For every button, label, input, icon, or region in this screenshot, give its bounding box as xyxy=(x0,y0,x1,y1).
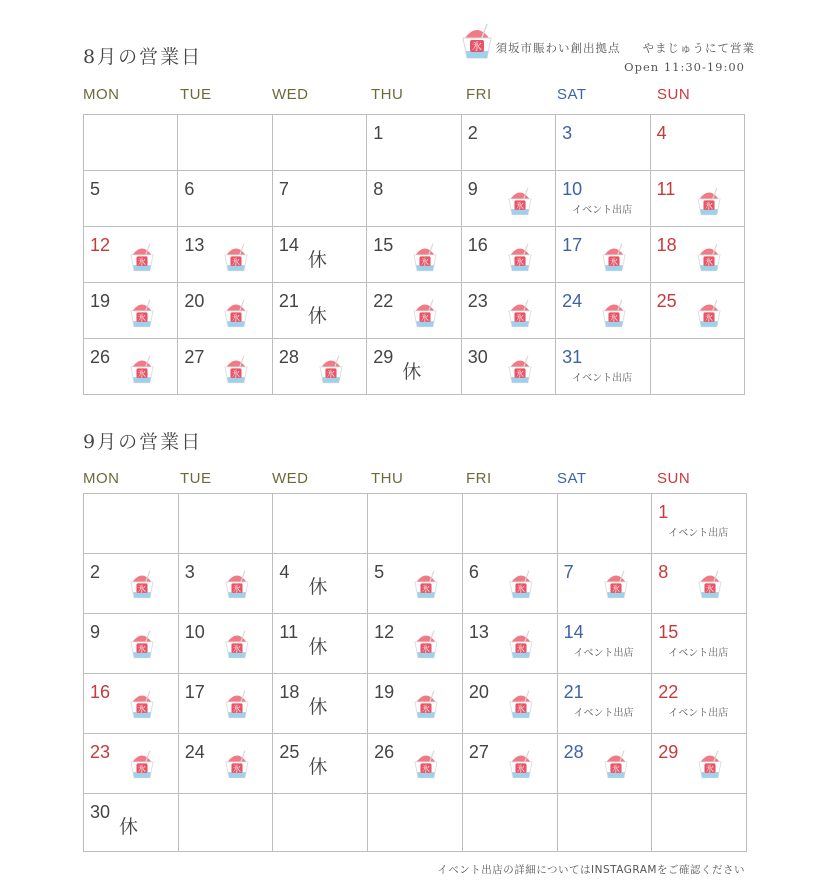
svg-text:氷: 氷 xyxy=(610,257,619,267)
weekday-label-fri: FRI xyxy=(466,470,492,487)
day-number: 10 xyxy=(184,622,205,642)
weekday-header-august xyxy=(83,86,773,106)
svg-text:氷: 氷 xyxy=(138,764,146,774)
closed-mark: 休 xyxy=(307,305,327,327)
shaved-ice-icon xyxy=(694,746,726,784)
day-number: 18 xyxy=(279,682,300,702)
closed-mark: 休 xyxy=(308,636,328,658)
day-number: 18 xyxy=(656,235,677,255)
empty-day-cell xyxy=(558,794,653,852)
day-cell xyxy=(368,614,463,674)
day-number: 27 xyxy=(184,347,205,367)
day-number: 20 xyxy=(184,291,205,311)
day-cell xyxy=(462,339,556,395)
empty-day-cell xyxy=(368,494,463,554)
day-number: 13 xyxy=(184,235,205,255)
day-number: 22 xyxy=(658,682,679,702)
day-cell xyxy=(84,674,179,734)
empty-day-cell xyxy=(273,494,368,554)
day-cell xyxy=(368,734,463,794)
day-number: 26 xyxy=(90,347,111,367)
shaved-ice-icon xyxy=(410,746,442,784)
day-cell xyxy=(273,554,368,614)
empty-day-cell xyxy=(273,794,368,852)
day-cell xyxy=(462,171,556,227)
day-cell xyxy=(652,734,747,794)
day-cell xyxy=(84,227,178,283)
day-number: 5 xyxy=(374,562,385,582)
svg-text:氷: 氷 xyxy=(704,257,713,267)
shaved-ice-icon xyxy=(221,566,253,604)
day-number: 23 xyxy=(90,742,111,762)
day-number: 6 xyxy=(184,179,195,199)
day-cell xyxy=(463,734,558,794)
shaved-ice-icon xyxy=(315,351,347,389)
weekday-label-thu: THU xyxy=(371,470,404,487)
weekday-label-sun: SUN xyxy=(657,470,691,487)
weekday-header-september xyxy=(83,470,773,490)
svg-text:氷: 氷 xyxy=(610,313,619,323)
shaved-ice-icon xyxy=(457,18,497,66)
day-number: 9 xyxy=(90,622,101,642)
svg-text:氷: 氷 xyxy=(515,313,524,323)
svg-text:氷: 氷 xyxy=(232,257,241,267)
calendar-grid-august xyxy=(83,114,745,395)
empty-day-cell xyxy=(652,794,747,852)
svg-text:氷: 氷 xyxy=(138,704,146,714)
shaved-ice-icon xyxy=(598,295,630,333)
day-cell xyxy=(652,554,747,614)
day-cell xyxy=(367,171,461,227)
weekday-label-fri: FRI xyxy=(466,86,492,103)
svg-text:氷: 氷 xyxy=(232,313,241,323)
weekday-label-mon: MON xyxy=(83,470,120,487)
empty-day-cell xyxy=(558,494,653,554)
svg-text:氷: 氷 xyxy=(421,257,430,267)
day-number: 20 xyxy=(468,682,489,702)
day-cell xyxy=(179,614,274,674)
day-number: 15 xyxy=(373,235,394,255)
svg-text:氷: 氷 xyxy=(422,584,431,594)
svg-text:氷: 氷 xyxy=(232,704,241,714)
day-number: 30 xyxy=(467,347,488,367)
svg-text:氷: 氷 xyxy=(138,644,146,654)
shaved-ice-icon xyxy=(693,183,725,221)
day-cell xyxy=(178,283,272,339)
weekday-label-sat: SAT xyxy=(557,86,587,103)
day-number: 7 xyxy=(278,179,289,199)
empty-day-cell xyxy=(179,494,274,554)
shaved-ice-icon xyxy=(600,746,632,784)
day-number: 9 xyxy=(467,179,478,199)
day-cell xyxy=(556,339,650,395)
day-cell xyxy=(178,171,272,227)
day-number: 11 xyxy=(656,179,676,199)
svg-text:氷: 氷 xyxy=(232,369,241,379)
shaved-ice-icon xyxy=(126,566,158,604)
shaved-ice-icon xyxy=(221,686,253,724)
day-cell xyxy=(84,614,179,674)
shaved-ice-icon xyxy=(694,566,726,604)
svg-text:氷: 氷 xyxy=(232,644,241,654)
event-note: イベント出店 xyxy=(572,205,633,216)
day-cell xyxy=(367,115,461,171)
day-number: 29 xyxy=(373,347,394,367)
day-cell xyxy=(556,283,650,339)
shaved-ice-icon xyxy=(126,351,158,389)
month-title-august: 8月の営業日 xyxy=(83,46,203,68)
empty-day-cell xyxy=(179,794,274,852)
day-number: 19 xyxy=(374,682,395,702)
day-number: 5 xyxy=(90,179,101,199)
day-cell xyxy=(652,614,747,674)
weekday-label-wed: WED xyxy=(272,86,309,103)
day-number: 19 xyxy=(90,291,111,311)
svg-text:氷: 氷 xyxy=(138,584,146,594)
day-number: 24 xyxy=(184,742,205,762)
day-number: 29 xyxy=(658,742,679,762)
svg-text:氷: 氷 xyxy=(611,584,620,594)
day-cell xyxy=(556,227,650,283)
day-cell xyxy=(462,115,556,171)
shaved-ice-icon xyxy=(220,295,252,333)
shaved-ice-icon xyxy=(693,295,725,333)
weekday-label-tue: TUE xyxy=(180,470,212,487)
shaved-ice-icon xyxy=(505,566,537,604)
day-cell xyxy=(84,734,179,794)
closed-mark: 休 xyxy=(308,576,328,598)
day-cell xyxy=(368,674,463,734)
shop-name: 須坂市賑わい創出拠点 xyxy=(495,41,621,55)
svg-text:氷: 氷 xyxy=(706,764,715,774)
opening-hours: Open 11:30-19:00 xyxy=(624,60,745,74)
shaved-ice-icon xyxy=(221,746,253,784)
day-cell xyxy=(463,674,558,734)
day-cell xyxy=(652,674,747,734)
shaved-ice-icon xyxy=(505,686,537,724)
svg-text:氷: 氷 xyxy=(704,201,713,211)
location-note: やまじゅうにて営業 xyxy=(642,41,755,55)
svg-text:氷: 氷 xyxy=(326,369,335,379)
day-cell xyxy=(178,339,272,395)
svg-text:氷: 氷 xyxy=(232,764,241,774)
day-cell xyxy=(84,283,178,339)
day-number: 28 xyxy=(278,347,299,367)
day-cell xyxy=(651,227,745,283)
day-number: 25 xyxy=(279,742,300,762)
shaved-ice-icon xyxy=(693,239,725,277)
shaved-ice-icon xyxy=(220,351,252,389)
day-number: 14 xyxy=(278,235,299,255)
svg-text:氷: 氷 xyxy=(138,257,146,267)
day-cell xyxy=(558,674,653,734)
day-number: 23 xyxy=(467,291,488,311)
day-cell xyxy=(463,614,558,674)
day-number: 31 xyxy=(562,347,583,367)
shaved-ice-icon xyxy=(126,239,158,277)
month-title-september: 9月の営業日 xyxy=(83,431,203,453)
day-cell xyxy=(179,734,274,794)
day-number: 15 xyxy=(658,622,679,642)
day-number: 12 xyxy=(90,235,111,255)
shaved-ice-icon xyxy=(220,239,252,277)
empty-day-cell xyxy=(651,339,745,395)
svg-text:氷: 氷 xyxy=(421,313,430,323)
empty-day-cell xyxy=(463,494,558,554)
empty-day-cell xyxy=(84,115,178,171)
shaved-ice-icon xyxy=(505,626,537,664)
day-number: 2 xyxy=(467,123,478,143)
empty-day-cell xyxy=(368,794,463,852)
weekday-label-sat: SAT xyxy=(557,470,587,487)
shaved-ice-icon xyxy=(410,626,442,664)
day-cell xyxy=(367,227,461,283)
day-cell xyxy=(367,283,461,339)
svg-text:氷: 氷 xyxy=(515,201,524,211)
day-cell xyxy=(273,227,367,283)
day-cell xyxy=(273,614,368,674)
shaved-ice-icon xyxy=(410,686,442,724)
shaved-ice-icon xyxy=(504,183,536,221)
weekday-label-mon: MON xyxy=(83,86,120,103)
day-cell xyxy=(651,115,745,171)
day-number: 14 xyxy=(563,622,584,642)
svg-text:氷: 氷 xyxy=(422,764,431,774)
day-number: 17 xyxy=(184,682,205,702)
day-number: 3 xyxy=(184,562,195,582)
day-cell xyxy=(84,171,178,227)
day-number: 8 xyxy=(658,562,669,582)
day-number: 13 xyxy=(468,622,489,642)
day-number: 28 xyxy=(563,742,584,762)
svg-text:氷: 氷 xyxy=(472,42,482,53)
day-cell xyxy=(273,734,368,794)
day-cell xyxy=(558,734,653,794)
svg-text:氷: 氷 xyxy=(422,704,431,714)
day-number: 10 xyxy=(562,179,583,199)
shaved-ice-icon xyxy=(504,239,536,277)
shaved-ice-icon xyxy=(410,566,442,604)
svg-text:氷: 氷 xyxy=(611,764,620,774)
closed-mark: 休 xyxy=(307,249,327,271)
day-number: 8 xyxy=(373,179,384,199)
day-cell xyxy=(652,494,747,554)
shaved-ice-icon xyxy=(126,746,158,784)
event-note: イベント出店 xyxy=(573,648,634,659)
day-number: 12 xyxy=(374,622,395,642)
day-number: 25 xyxy=(656,291,677,311)
shaved-ice-icon xyxy=(504,351,536,389)
shaved-ice-icon xyxy=(600,566,632,604)
day-cell xyxy=(463,554,558,614)
svg-text:氷: 氷 xyxy=(515,369,524,379)
empty-day-cell xyxy=(178,115,272,171)
event-note: イベント出店 xyxy=(573,708,634,719)
event-note: イベント出店 xyxy=(668,528,729,539)
svg-text:氷: 氷 xyxy=(516,584,525,594)
day-cell xyxy=(84,794,179,852)
day-number: 16 xyxy=(467,235,488,255)
event-note: イベント出店 xyxy=(668,708,729,719)
shaved-ice-icon xyxy=(409,239,441,277)
svg-text:氷: 氷 xyxy=(422,644,431,654)
svg-text:氷: 氷 xyxy=(516,704,525,714)
day-cell xyxy=(84,339,178,395)
event-note: イベント出店 xyxy=(572,373,633,384)
shaved-ice-icon xyxy=(505,746,537,784)
day-cell xyxy=(179,554,274,614)
day-number: 1 xyxy=(373,123,384,143)
empty-day-cell xyxy=(463,794,558,852)
day-number: 6 xyxy=(468,562,479,582)
svg-text:氷: 氷 xyxy=(232,584,241,594)
day-number: 22 xyxy=(373,291,394,311)
day-cell xyxy=(179,674,274,734)
day-cell xyxy=(273,171,367,227)
day-cell xyxy=(368,554,463,614)
day-number: 1 xyxy=(658,502,669,522)
day-cell xyxy=(651,283,745,339)
day-number: 21 xyxy=(278,291,299,311)
event-note: イベント出店 xyxy=(668,648,729,659)
day-number: 16 xyxy=(90,682,111,702)
day-cell xyxy=(273,674,368,734)
footnote: イベント出店の詳細についてはINSTAGRAMをご確認ください xyxy=(437,864,745,876)
empty-day-cell xyxy=(273,115,367,171)
day-number: 17 xyxy=(562,235,583,255)
shop-info xyxy=(496,40,756,56)
day-cell xyxy=(273,339,367,395)
weekday-label-wed: WED xyxy=(272,470,309,487)
svg-text:氷: 氷 xyxy=(704,313,713,323)
closed-mark: 休 xyxy=(119,816,139,838)
day-number: 30 xyxy=(90,802,111,822)
closed-mark: 休 xyxy=(402,361,422,383)
shaved-ice-icon xyxy=(126,686,158,724)
svg-text:氷: 氷 xyxy=(138,369,146,379)
shaved-ice-icon xyxy=(598,239,630,277)
day-cell xyxy=(556,115,650,171)
empty-day-cell xyxy=(84,494,179,554)
day-number: 4 xyxy=(656,123,667,143)
svg-text:氷: 氷 xyxy=(138,313,146,323)
day-number: 11 xyxy=(279,622,299,642)
day-number: 26 xyxy=(374,742,395,762)
day-cell xyxy=(556,171,650,227)
svg-text:氷: 氷 xyxy=(516,644,525,654)
day-cell xyxy=(462,227,556,283)
shaved-ice-icon xyxy=(221,626,253,664)
day-number: 7 xyxy=(563,562,574,582)
svg-text:氷: 氷 xyxy=(706,584,715,594)
day-number: 4 xyxy=(279,562,290,582)
shaved-ice-icon xyxy=(409,295,441,333)
day-number: 2 xyxy=(90,562,101,582)
day-cell xyxy=(367,339,461,395)
svg-text:氷: 氷 xyxy=(516,764,525,774)
day-cell xyxy=(84,554,179,614)
calendar-grid-september xyxy=(83,493,747,852)
day-cell xyxy=(462,283,556,339)
closed-mark: 休 xyxy=(308,756,328,778)
day-cell xyxy=(273,283,367,339)
weekday-label-thu: THU xyxy=(371,86,404,103)
day-cell xyxy=(558,614,653,674)
day-number: 27 xyxy=(468,742,489,762)
closed-mark: 休 xyxy=(308,696,328,718)
day-number: 3 xyxy=(562,123,573,143)
weekday-label-sun: SUN xyxy=(657,86,691,103)
shaved-ice-icon xyxy=(126,295,158,333)
weekday-label-tue: TUE xyxy=(180,86,212,103)
shaved-ice-icon xyxy=(126,626,158,664)
shaved-ice-icon xyxy=(504,295,536,333)
day-cell xyxy=(178,227,272,283)
day-cell xyxy=(651,171,745,227)
day-number: 24 xyxy=(562,291,583,311)
day-number: 21 xyxy=(563,682,584,702)
day-cell xyxy=(558,554,653,614)
svg-text:氷: 氷 xyxy=(515,257,524,267)
